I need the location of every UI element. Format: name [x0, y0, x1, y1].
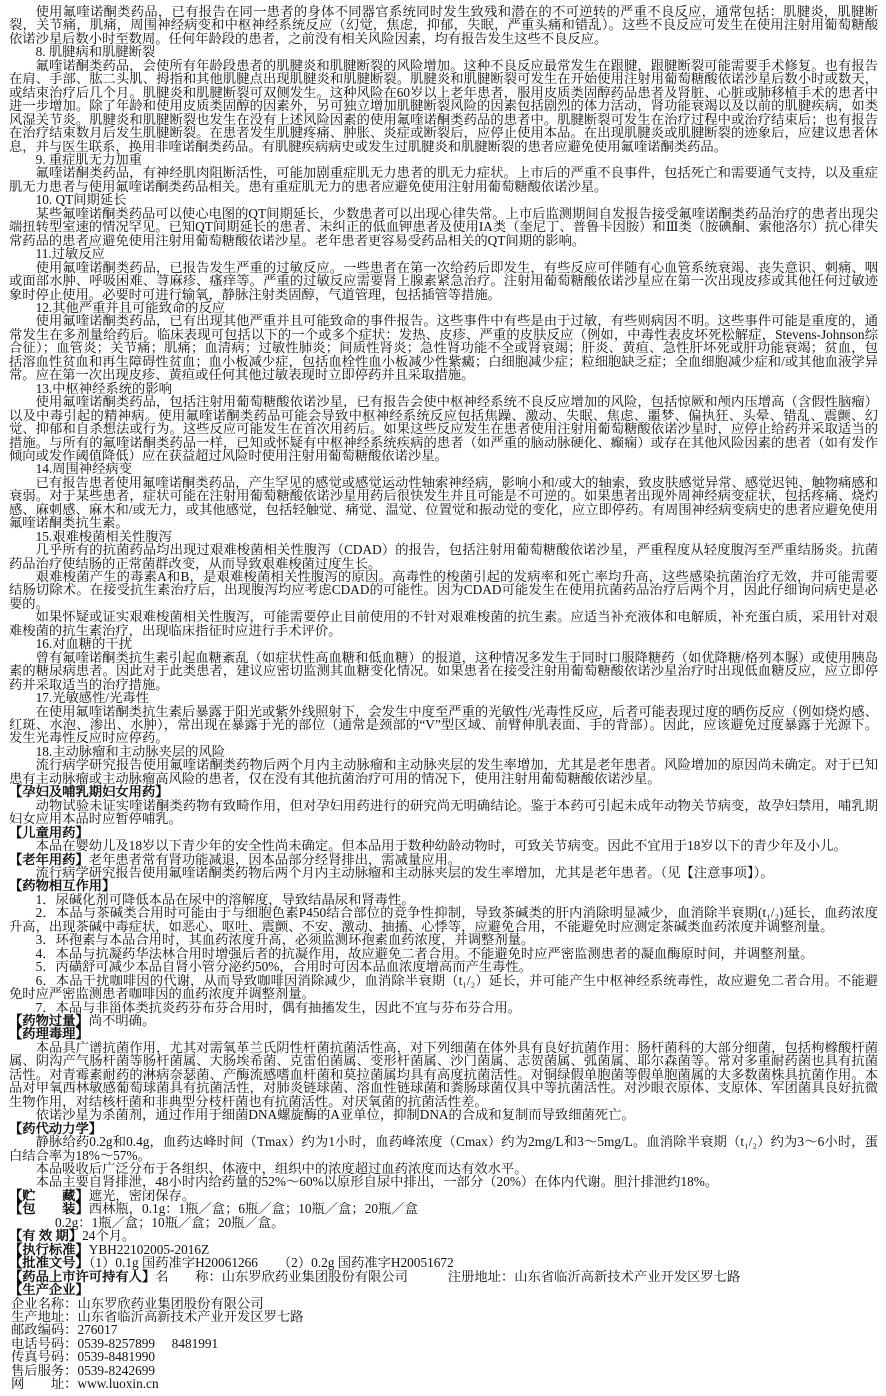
heading-manufacturer: 【生产企业】: [9, 1282, 89, 1298]
section-10-paragraph: 某些氟喹诺酮类药品可以使心电图的QT间期延长，少数患者可以出现心律失常。上市后监测期间自发报告接受氟喹诺酮类药品治疗的患者出现尖端扭转型室速的情况罕见。已知QT间期延长的患者、未纠正的低血钾患者及使用IA类（奎尼丁、普鲁卡因胺）和Ⅲ类（胺碘酮、索他洛尔）抗心律失常药品的患者应避免使用注射用葡萄糖酸依诺沙星。老年患者更容易受药品相关的QT间期的影响。: [9, 205, 878, 248]
pregnancy-paragraph: 动物试验未证实喹诺酮类药物有致畸作用，但对孕妇用药进行的研究尚无明确结论。鉴于本药可引起未成年动物关节病变，故孕妇禁用，哺乳期妇女应用本品时应暂停哺乳。: [9, 797, 878, 827]
heading-geriatric-use: 【老年用药】: [9, 851, 89, 867]
heading-pharmacokinetics: 【药代动力学】: [9, 1120, 103, 1136]
packaging-line-2: 0.2g：1瓶／盒；10瓶／盒；20瓶／盒。: [55, 1214, 285, 1230]
license-holder-row: [9, 1270, 878, 1283]
pediatric-paragraph: 本品在婴幼儿及18岁以下青少年的安全性尚未确定。但本品用于数种幼龄动物时，可致关节病变。因此不宜用于18岁以下的青少年及小儿。: [35, 838, 847, 854]
shelf-life-row: [9, 1229, 878, 1242]
interaction-item-6: 6．本品干扰咖啡因的代谢，从而导致咖啡因消除减少，血消除半衰期（t₁/₂）延长，并可能产生中枢神经系统毒性，故应避免二者合用。不能避免时应严密监测患者咖啡因的血药浓度并调整剂量。: [9, 972, 878, 1002]
manufacturer-phone: 电话号码：0539-8257899 8481991: [11, 1335, 219, 1351]
geriatric-paragraph-2: 流行病学研究报告使用氟喹诺酮类药物后两个月内主动脉瘤和主动脉夹层的发生率增加，尤其是老年患者。（见【注意事项】）。: [35, 865, 774, 880]
packaging-inline-text: 西林瓶，0.1g：1瓶／盒；6瓶／盒；10瓶／盒；20瓶／盒: [88, 1201, 418, 1217]
section-heading-8-tendinopathy: 8. 肌腱病和肌腱断裂: [35, 44, 156, 60]
manufacturer-website: 网 址：www.luoxin.cn: [11, 1376, 159, 1392]
section-18-paragraph: 流行病学研究报告使用氟喹诺酮类药物后两个月内主动脉瘤和主动脉夹层的发生率增加，尤其是老年患者。风险增加的原因尚未确定。对于已知患有主动脉瘤或主动脉瘤高风险的患者，仅在没有其他抗菌治疗可用的情况下，使用注射用葡萄糖酸依诺沙星。: [9, 757, 878, 786]
pharmacokinetics-paragraph-1: 静脉给药0.2g和0.4g，血药达峰时间（Tmax）约为1小时，血药峰浓度（Cmax）约为2mg/L和3～5mg/L。血消除半衰期（t₁/₂）约为3～6小时，蛋白结合率为18%～57%。: [9, 1134, 878, 1163]
section-14-paragraph: 已有报告患者使用氟喹诺酮类药品，产生罕见的感觉或感觉运动性轴索神经病，影响小和/或大的轴索，致皮肤感觉异常、感觉迟钝、触物痛感和衰弱。对于某些患者，症状可能在注射用葡萄糖酸依诺沙星用药后很快发生并且可能是不可逆的。如果患者出现外周神经病变症状，包括疼痛、烧灼感、麻刺感、麻木和/或无力，或其他感觉，包括轻触觉、痛觉、温觉、位置觉和振动觉的变化，应立即停药。有周围神经病变病史的患者应避免使用氟喹诺酮类抗生素。: [9, 474, 878, 531]
storage-inline-text: 遮光，密闭保存。: [88, 1187, 196, 1203]
overdose-row: [9, 1014, 878, 1027]
section-heading-17-phototoxicity: 17.光敏感性/光毒性: [35, 690, 149, 706]
section-15-paragraph-3: 如果怀疑或证实艰难梭菌相关性腹泻，可能需要停止目前使用的不针对艰难梭菌的抗生素。应适当补充液体和电解质，补充蛋白质，采用针对艰难梭菌的抗生素治疗，出现临床指征时应进行手术评价。: [9, 609, 878, 638]
section-heading-16-blood-glucose: 16.对血糖的干扰: [35, 636, 132, 652]
heading-pediatric-use: 【儿童用药】: [9, 824, 89, 840]
interaction-item-3: 3．环孢素与本品合用时，其血药浓度升高，必须监测环孢素血药浓度，并调整剂量。: [35, 932, 535, 948]
approval-number-row: [9, 1256, 878, 1269]
section-11-paragraph: 使用氟喹诺酮类药品，已报告发生严重的过敏反应。一些患者在第一次给药后即发生，有些反应可伴随有心血管系统衰竭、丧失意识、刺痛、咽或面部水肿、呼吸困难、荨麻疹、瘙痒等。严重的过敏反应需要肾上腺素紧急治疗。注射用葡萄糖酸依诺沙星应在第一次出现皮疹或其他任何过敏迹象时停止使用。必要时可进行输氧，静脉注射类固醇，气道管理，包括插管等措施。: [9, 259, 878, 302]
section-13-paragraph: 使用氟喹诺酮类药品，包括注射用葡萄糖酸依诺沙星，已有报告会使中枢神经系统不良反应增加的风险，包括惊厥和颅内压增高（含假性脑瘤）以及中毒引起的精神病。使用氟喹诺酮类药品可能会导致中枢神经系统反应包括焦躁、激动、失眠、焦虑、噩梦、偏执狂、头晕、错乱、震颤、幻觉、抑郁和自杀想法或行为。这些反应可能发生在首次用药后。如果这些反应发生在患者使用注射用葡萄糖酸依诺沙星时，应停止给药并采取适当的措施。与所有的氟喹诺酮类药品一样，已知或怀疑有中枢神经系统疾病的患者（如严重的脑动脉硬化、癫痫）或存在其他风险因素的患者（如有发作倾向或发作阈值降低）应在获益超过风险时使用注射用葡萄糖酸依诺沙星。: [9, 394, 878, 463]
overdose-inline-text: 尚不明确。: [88, 1012, 156, 1028]
section-16-paragraph: 曾有氟喹诺酮类抗生素引起血糖紊乱（如症状性高血糖和低血糖）的报道，这种情况多发生于同时口服降糖药（如优降糖/格列本脲）或使用胰岛素的糖尿病患者。因此对于此类患者，建议应密切监测其血糖变化情况。如果患者在接受注射用葡萄糖酸依诺沙星治疗时出现低血糖反应，应立即停药并采取适当的治疗措施。: [9, 649, 878, 692]
section-heading-9-myasthenia: 9. 重症肌无力加重: [35, 151, 142, 167]
approval-number-inline-text: （1）0.1g 国药准字H20061266 （2）0.2g 国药准字H20051672: [88, 1255, 454, 1271]
standard-inline-text: YBH22102005-2016Z: [88, 1241, 210, 1257]
manufacturer-address: 生产地址：山东省临沂高新技术产业开发区罗七路: [11, 1308, 304, 1324]
section-heading-10-qt-prolongation: 10. QT间期延长: [35, 192, 127, 208]
geriatric-inline-text: 老年患者常有肾功能减退，因本品部分经肾排出，需减量应用。: [88, 851, 462, 867]
section-heading-18-aortic-aneurysm: 18.主动脉瘤和主动脉夹层的风险: [35, 743, 226, 759]
heading-pregnancy-lactation: 【孕妇及哺乳期妇女用药】: [9, 784, 169, 800]
section-9-paragraph: 氟喹诺酮类药品，有神经肌肉阻断活性，可能加剧重症肌无力患者的肌无力症状。上市后的严重不良事件，包括死亡和需要通气支持，以及重症肌无力患者与使用氟喹诺酮类药品相关。患有重症肌无力的患者应避免使用注射用葡萄糖酸依诺沙星。: [9, 165, 878, 194]
section-heading-13-cns-effects: 13.中枢神经系统的影响: [35, 380, 172, 396]
shelf-life-inline-text: 24个月。: [82, 1228, 136, 1244]
pharmacokinetics-paragraph-2: 本品吸收后广泛分布于各组织、体液中，组织中的浓度超过血药浓度而达有效水平。: [35, 1160, 528, 1176]
license-holder-inline-text: 名 称：山东罗欣药业集团股份有限公司 注册地址：山东省临沂高新技术产业开发区罗七路: [155, 1268, 741, 1284]
heading-license-holder: 【药品上市许可持有人】: [9, 1268, 156, 1284]
heading-approval-number: 【批准文号】: [9, 1255, 89, 1271]
manufacturer-fax: 传真号码：0539-8481990: [11, 1349, 156, 1365]
heading-drug-interactions: 【药物相互作用】: [9, 878, 116, 894]
interaction-item-4: 4．本品与抗凝药华法林合用时增强后者的抗凝作用，故应避免二者合用。不能避免时应严密监测患者的凝血酶原时间，并调整剂量。: [35, 945, 814, 961]
interaction-item-1: 1．尿碱化剂可降低本品在尿中的溶解度，导致结晶尿和肾毒性。: [35, 891, 415, 907]
interaction-item-5: 5．丙磺舒可减少本品自肾小管分泌约50%，合用时可因本品血浓度增高而产生毒性。: [35, 959, 533, 975]
section-15-paragraph-2: 艰难梭菌产生的毒素A和B，是艰难梭菌相关性腹泻的原因。高毒性的梭菌引起的发病率和死亡率均升高，这些感染抗菌治疗无效，并可能需要结肠切除术。在接受抗生素治疗后，出现腹泻均应考虑CDAD的可能性。因为CDAD可能发生在使用抗菌药品治疗后两个月，因此仔细询问病史是必要的。: [9, 569, 878, 611]
pharmacology-paragraph-2: 依诺沙星为杀菌剂，通过作用于细菌DNA螺旋酶的A亚单位，抑制DNA的合成和复制而导致细菌死亡。: [35, 1107, 635, 1123]
heading-packaging: 【包 装】: [9, 1201, 89, 1217]
geriatric-use-row: [9, 853, 878, 866]
manufacturer-company-name: 企业名称：山东罗欣药业集团股份有限公司: [11, 1295, 264, 1311]
pharmacokinetics-paragraph-3: 本品主要自肾排泄，48小时内给药量的52%～60%以原形自尿中排出，一部分（20%）在体内代谢。胆汁排泄约18%。: [35, 1174, 719, 1190]
packaging-row: [9, 1202, 878, 1215]
section-heading-15-cdad: 15.艰难梭菌相关性腹泻: [35, 528, 172, 544]
heading-executive-standard: 【执行标准】: [9, 1241, 89, 1257]
section-17-paragraph: 在使用氟喹诺酮类抗生素后暴露于阳光或紫外线照射下，会发生中度至严重的光敏性/光毒性反应，后者可能表现过度的晒伤反应（例如烧灼感、红斑、水泡、渗出、水肿），常出现在暴露于光的部位（通常是颈部的“V”型区域、前臂伸肌表面、手的背部）。因此，应该避免过度暴露于光源下。发生光毒性反应时应停药。: [9, 703, 878, 746]
manufacturer-after-sales: 售后服务：0539-8242699: [11, 1362, 156, 1378]
heading-pharmacology-toxicology: 【药理毒理】: [9, 1026, 89, 1042]
interaction-item-7: 7．本品与非甾体类抗炎药芬布芬合用时，偶有抽搐发生，因此不宜与芬布芬合用。: [35, 999, 521, 1015]
manufacturer-postcode: 邮政编码：276017: [11, 1322, 118, 1338]
heading-shelf-life: 【有 效 期】: [9, 1228, 83, 1244]
heading-overdose: 【药物过量】: [9, 1012, 89, 1028]
section-heading-11-hypersensitivity: 11.过敏反应: [35, 246, 105, 262]
section-heading-14-peripheral-neuropathy: 14.周围神经病变: [35, 461, 132, 477]
pharmacology-paragraph-1: 本品具广谱抗菌作用，尤其对需氧革兰氏阴性杆菌抗菌活性高，对下列细菌在体外具有良好抗菌作用：肠杆菌科的大部分细菌，包括枸橼酸杆菌属、阴沟产气肠杆菌等肠杆菌属、大肠埃希菌、克雷伯菌属、变形杆菌属、沙门菌属、志贺菌属、弧菌属、耶尔森菌等。常对多重耐药菌也具有抗菌活性。对青霉素耐药的淋病奈瑟菌、产酶流感嗜血杆菌和莫拉菌属均具有高度抗菌活性。对铜绿假单胞菌等假单胞菌属的大多数菌株具抗菌作用。本品对甲氧西林敏感葡萄球菌具有抗菌活性，对肺炎链球菌、溶血性链球菌和粪肠球菌仅具中等抗菌活性。对沙眼衣原体、支原体、军团菌具良好抗微生物作用，对结核杆菌和非典型分枝杆菌也有抗菌活性。对厌氧菌的抗菌活性差。: [9, 1039, 878, 1109]
section-12-paragraph: 使用氟喹诺酮类药品，已有出现其他严重并且可能致命的事件报告。这些事件中有些是由于过敏，有些则病因不明。这些事件可能是重度的，通常发生在多剂量给药后。临床表现可包括以下的一个或多个症状：发热、皮疹、严重的皮肤反应（例如，中毒性表皮坏死松解症，Stevens-Johnson综合征）；血管炎；关节痛；肌痛；血清病；过敏性肺炎；间质性肾炎；急性肾功能不全或肾衰竭；肝炎、黄疸、急性肝坏死或肝功能衰竭；贫血，包括溶血性贫血和再生障碍性贫血；血小板减少症，包括血栓性血小板减少性紫癜；白细胞减少症；粒细胞缺乏症；全血细胞减少症和/或其他血液学异常。应在第一次出现皮疹、黄疸或任何其他过敏表现时立即停药并且采取措施。: [9, 313, 878, 383]
heading-storage: 【贮 藏】: [9, 1187, 89, 1203]
section-heading-12-serious-reactions: 12.其他严重并且可能致命的反应: [35, 299, 226, 315]
section-15-paragraph-1: 几乎所有的抗菌药品均出现过艰难梭菌相关性腹泻（CDAD）的报告，包括注射用葡萄糖酸依诺沙星，严重程度从轻度腹泻至严重结肠炎。抗菌药品治疗使结肠的正常菌群改变，从而导致艰难梭菌过度生长。: [9, 542, 878, 571]
interaction-item-2: 2．本品与茶碱类合用时可能由于与细胞色素P450结合部位的竞争性抑制，导致茶碱类的肝内消除明显减少，血消除半衰期(t₁/₂)延长，血药浓度升高，出现茶碱中毒症状，如恶心、呕吐、震颤、不安、激动、抽搐、心悸等，应避免合用，不能避免时应测定茶碱类血药浓度并调整剂量。: [9, 905, 878, 934]
intro-adverse-reactions-paragraph: 使用氟喹诺酮类药品，已有报告在同一患者的身体不同器官系统同时发生致残和潜在的不可逆转的严重不良反应，通常包括：肌腱炎，肌腱断裂，关节痛，肌痛，周围神经病变和中枢神经系统反应（幻觉，焦虑，抑郁，失眠，严重头痛和错乱）。这些不良反应可发生在使用注射用葡萄糖酸依诺沙星后数小时至数周。任何年龄段的患者，之前没有相关风险因素，均有报告发生这些不良反应。: [9, 4, 878, 46]
section-8-paragraph: 氟喹诺酮类药品，会使所有年龄段患者的肌腱炎和肌腱断裂的风险增加。这种不良反应最常发生在跟腱，跟腱断裂可能需要手术修复。也有报告在肩、手部、肱二头肌、拇指和其他肌腱点出现肌腱炎和肌腱断裂。肌腱炎和肌腱断裂可发生在开始使用注射用葡萄糖酸依诺沙星后数小时或数天，或结束治疗后几个月。肌腱炎和肌腱断裂可双侧发生。这种风险在60岁以上老年患者，服用皮质类固醇药品患者及肾脏、心脏或肺移植手术的患者中进一步增加。除了年龄和使用皮质类固醇的因素外，另可独立增加肌腱断裂风险的因素包括剧烈的体力活动，肾功能衰竭以及以前的肌腱疾病，如类风湿关节炎。肌腱炎和肌腱断裂也发生在没有上述风险因素的使用氟喹诺酮类药品的患者中。肌腱断裂可发生在治疗过程中或治疗结束后；也有报告在治疗结束数月后发生肌腱断裂。在患者发生肌腱疼痛、肿胀、炎症或断裂后，应停止使用本品。在出现肌腱炎或肌腱断裂的迹象后，应建议患者休息，并与医生联系，换用非喹诺酮类药品。有肌腱疾病病史或发生过肌腱炎和肌腱断裂的患者应避免使用氟喹诺酮类药品。: [9, 57, 878, 154]
